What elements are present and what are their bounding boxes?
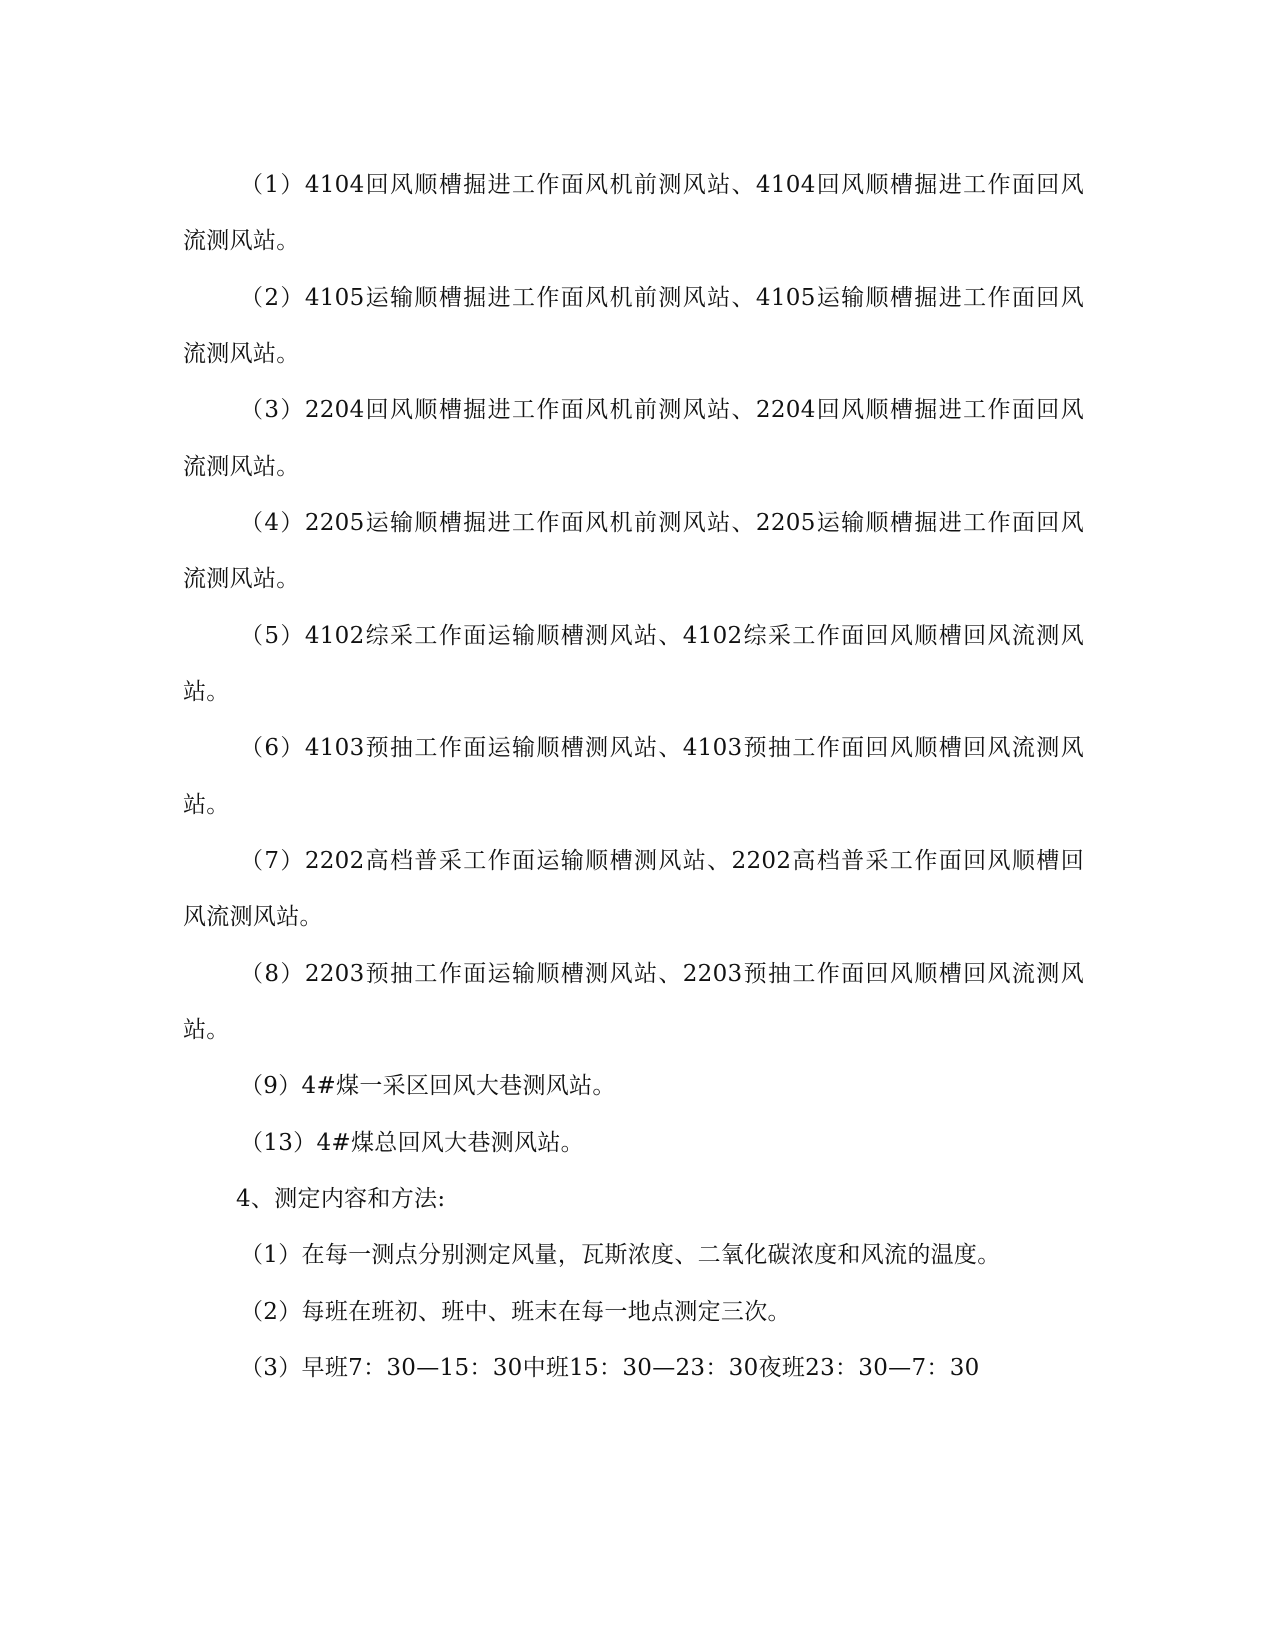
station-item-7-line-1: （7）2202高档普采工作面运输顺槽测风站、2202高档普采工作面回风顺槽回 bbox=[240, 848, 1084, 874]
station-item-9: （9）4#煤一采区回风大巷测风站。 bbox=[240, 1073, 616, 1099]
station-item-3-line-1: （3）2204回风顺槽掘进工作面风机前测风站、2204回风顺槽掘进工作面回风 bbox=[240, 397, 1084, 423]
station-item-6-line-2: 站。 bbox=[183, 792, 230, 818]
station-item-1-line-1: （1）4104回风顺槽掘进工作面风机前测风站、4104回风顺槽掘进工作面回风 bbox=[240, 172, 1084, 198]
section-4-heading: 4、测定内容和方法: bbox=[236, 1186, 446, 1212]
station-item-2-line-1: （2）4105运输顺槽掘进工作面风机前测风站、4105运输顺槽掘进工作面回风 bbox=[240, 285, 1084, 311]
station-item-4-line-2: 流测风站。 bbox=[183, 566, 300, 592]
station-item-3-line-2: 流测风站。 bbox=[183, 454, 300, 480]
station-item-7-line-2: 风流测风站。 bbox=[183, 904, 323, 930]
station-item-5-line-1: （5）4102综采工作面运输顺槽测风站、4102综采工作面回风顺槽回风流测风 bbox=[240, 623, 1084, 649]
station-item-4-line-1: （4）2205运输顺槽掘进工作面风机前测风站、2205运输顺槽掘进工作面回风 bbox=[240, 510, 1084, 536]
station-item-8-line-1: （8）2203预抽工作面运输顺槽测风站、2203预抽工作面回风顺槽回风流测风 bbox=[240, 961, 1084, 987]
station-item-8-line-2: 站。 bbox=[183, 1017, 230, 1043]
method-point-3-shift-times: （3）早班7：30—15：30中班15：30—23：30夜班23：30—7：30 bbox=[240, 1355, 980, 1381]
station-item-2-line-2: 流测风站。 bbox=[183, 341, 300, 367]
station-item-13: （13）4#煤总回风大巷测风站。 bbox=[240, 1130, 584, 1156]
method-point-2: （2）每班在班初、班中、班末在每一地点测定三次。 bbox=[240, 1299, 791, 1325]
station-item-1-line-2: 流测风站。 bbox=[183, 228, 300, 254]
station-item-5-line-2: 站。 bbox=[183, 679, 230, 705]
station-item-6-line-1: （6）4103预抽工作面运输顺槽测风站、4103预抽工作面回风顺槽回风流测风 bbox=[240, 735, 1084, 761]
method-point-1: （1）在每一测点分别测定风量，瓦斯浓度、二氧化碳浓度和风流的温度。 bbox=[240, 1242, 1001, 1268]
